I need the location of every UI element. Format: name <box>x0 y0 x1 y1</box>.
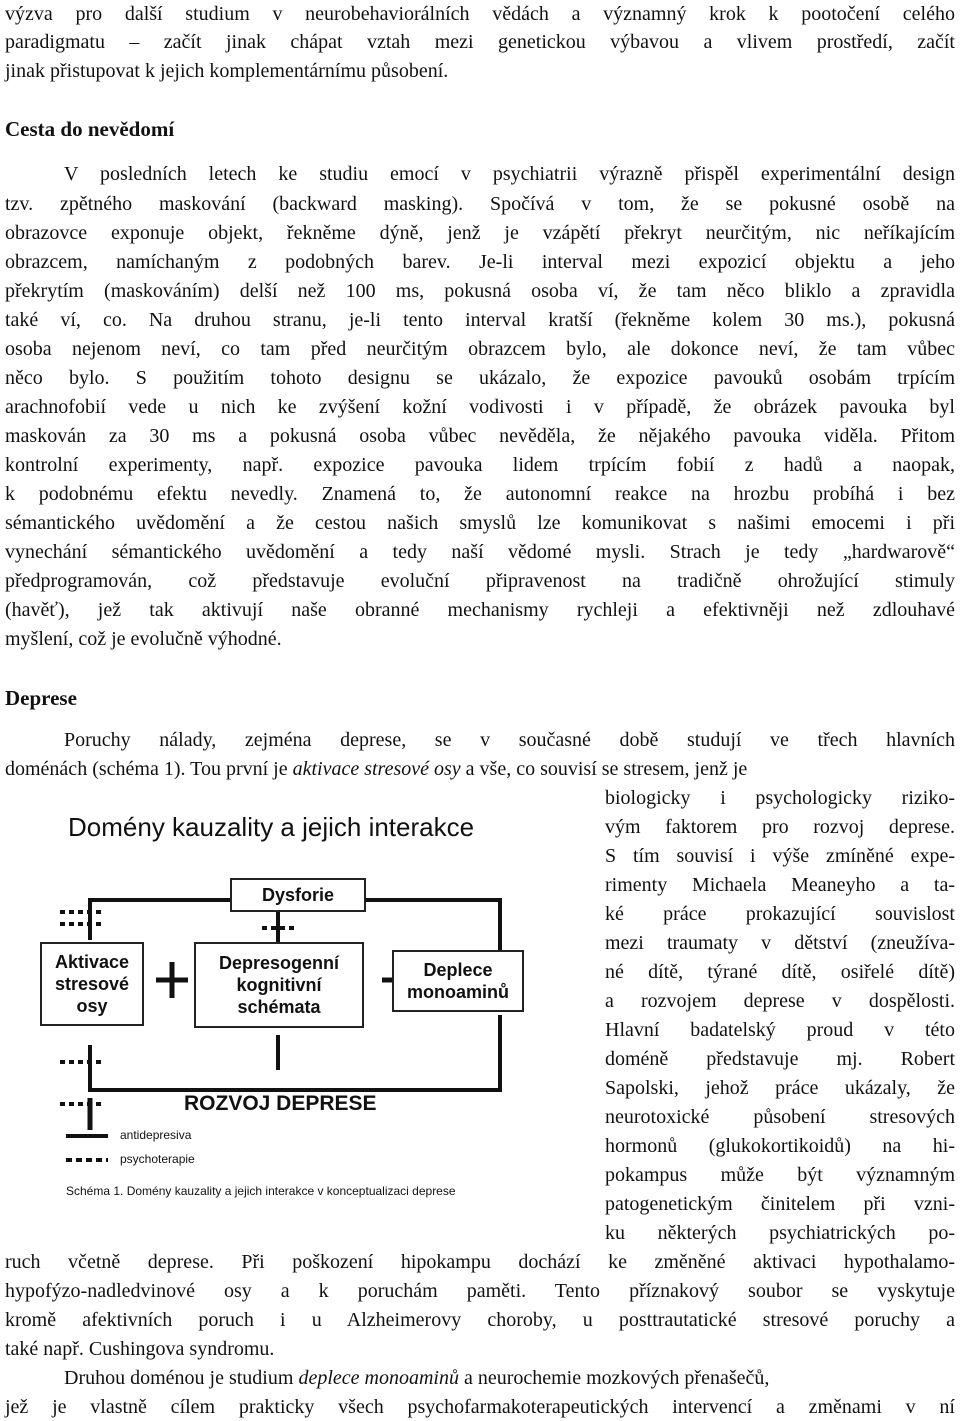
text-line: něco bylo. S použitím tohoto designu se ukázalo, že expozice pavouků osobám trpícím <box>5 367 955 389</box>
box-line: osy <box>76 996 108 1016</box>
text-line: mezi traumaty v dětství (zneužíva- <box>605 932 955 954</box>
text-run: doménách (schéma 1). Tou první je <box>5 758 293 780</box>
section-heading: Deprese <box>5 686 77 710</box>
text-line: výzva pro další studium v neurobehaviorálních vědách a významný krok k pootočení celého <box>5 3 955 25</box>
text-line: Poruchy nálady, zejména deprese, se v současné době studují ve třech hlavních <box>64 729 955 751</box>
causality-diagram <box>30 800 590 1220</box>
text-line: jež je vlastně cílem prakticky všech psychofarmakoterapeutických intervencí a změnami v ní <box>5 1396 955 1418</box>
text-line: kontrolní experimenty, např. expozice pavouka lidem trpícím fobií z hadů a naopak, <box>5 454 955 476</box>
text-line: vým faktorem pro rozvoj deprese. <box>605 816 955 838</box>
rozvoj-deprese-label: ROZVOJ DEPRESE <box>184 1092 377 1115</box>
box-line: monoaminů <box>407 982 509 1002</box>
text-line: kromě afektivních poruch i u Alzheimerovy choroby, u posttrautatické stresové poruchy a <box>5 1309 955 1331</box>
emphasis-text: deplece monoaminů <box>298 1367 459 1389</box>
text-line: jinak přistupovat k jejich komplementárnímu působení. <box>5 60 449 82</box>
box-line: kognitivní <box>236 975 322 995</box>
box-line: Deplece <box>423 960 493 980</box>
diagram-title: Domény kauzality a jejich interakce <box>68 812 475 842</box>
text-line: (havěť), jež tak aktivují naše obranné mechanismy rychleji a efektivněji než zdlouhavé <box>5 599 955 621</box>
text-line: doméně představuje mj. Robert <box>605 1048 955 1070</box>
text-line: a rozvojem deprese v dospělosti. <box>605 990 955 1012</box>
text-line: S tím souvisí i výše zmíněné expe- <box>605 845 955 867</box>
text-line: hormonů (glukokortikoidů) na hi- <box>605 1135 955 1157</box>
box-line: Depresogenní <box>218 953 340 973</box>
text-line: patogenetickým činitelem při vzni- <box>605 1193 955 1215</box>
text-line: myšlení, což je evolučně výhodné. <box>5 628 282 650</box>
text-line: arachnofobií vede u nich ke zvýšení kožní vodivosti i v případě, že obrázek pavouka byl <box>5 396 955 418</box>
diagram-caption: Schéma 1. Domény kauzality a jejich interakce v konceptualizaci deprese <box>66 1184 456 1198</box>
text-line: hypofýzo-nadledvinové osy a k poruchám paměti. Tento příznakový soubor se vyskytuje <box>5 1280 955 1302</box>
box-aktivace-stresove-osy <box>40 942 144 1026</box>
text-line: také např. Cushingova syndromu. <box>5 1338 275 1360</box>
box-dysforie: Dysforie <box>230 878 366 912</box>
text-line: obrazovce exponuje objekt, řekněme dýně, jenž je vzápětí překryt neurčitým, nic neříkajícím <box>5 222 955 244</box>
legend-antidepresiva: antidepresiva <box>120 1128 192 1142</box>
box-deplece-monoaminu <box>392 950 524 1012</box>
text-line: biologicky i psychologicky riziko- <box>605 787 955 809</box>
text-line: překrytím (maskováním) delší než 100 ms, pokusná osoba ví, že tam něco bliklo a zpravidla <box>5 280 955 302</box>
text-line: vynechání sémantického uvědomění a tedy naší vědomé mysli. Strach je tedy „hardwarově“ <box>5 541 955 563</box>
text-line: paradigmatu – začít jinak chápat vztah mezi genetickou výbavou a vlivem prostředí, začít <box>5 31 955 53</box>
text-line: k podobnému efektu nevedly. Znamená to, že autonomní reakce na hrozbu probíhá i bez <box>5 483 955 505</box>
text-line: osoba nejenom neví, co tam před neurčitým obrazcem bylo, ale dokonce neví, že tam vůbec <box>5 338 955 360</box>
text-line <box>64 1364 769 1392</box>
box-line: schémata <box>237 997 321 1017</box>
text-run: Druhou doménou je studium <box>64 1367 299 1389</box>
text-line: ku některých psychiatrických po- <box>605 1222 955 1244</box>
text-line: Hlavní badatelský proud v této <box>605 1019 955 1041</box>
text-line: pokampus může být významným <box>605 1164 955 1186</box>
text-line: sémantického uvědomění a že cestou našich smyslů lze komunikovat s našimi emocemi i při <box>5 512 955 534</box>
text-line <box>5 755 747 783</box>
text-line: neurotoxické působení stresových <box>605 1106 955 1128</box>
text-line: ké práce prokazující souvislost <box>605 903 955 925</box>
box-line: Aktivace <box>54 952 130 972</box>
section-heading: Cesta do nevědomí <box>5 117 175 141</box>
text-line: tzv. zpětného maskování (backward masking). Spočívá v tom, že se pokusné osobě na <box>5 193 955 215</box>
text-line: obrazcem, namíchaným z podobných barev. Je-li interval mezi expozicí objektu a jeho <box>5 251 955 273</box>
text-line: ruch včetně deprese. Při poškození hipokampu dochází ke změněné aktivaci hypothalamo- <box>5 1251 955 1273</box>
text-line: předprogramován, což představuje evoluční připravenost na tradičně ohrožující stimuly <box>5 570 955 592</box>
text-line: rimenty Michaela Meaneyho a ta- <box>605 874 955 896</box>
box-line: stresové <box>54 974 130 994</box>
text-run: a neurochemie mozkových přenašečů, <box>458 1367 770 1389</box>
box-depresogenni-schemata <box>194 942 364 1028</box>
emphasis-text: aktivace stresové osy <box>292 758 461 780</box>
legend-psychoterapie: psychoterapie <box>120 1152 195 1166</box>
text-line: také ví, co. Na druhou stranu, je-li tento interval kratší (řekněme kolem 30 ms.), pokusná <box>5 309 955 331</box>
text-line: Sapolski, jehož práce ukázaly, že <box>605 1077 955 1099</box>
text-line: maskován za 30 ms a pokusná osoba vůbec nevěděla, že nějakého pavouka viděla. Přitom <box>5 425 955 447</box>
text-line: V posledních letech ke studiu emocí v psychiatrii výrazně přispěl experimentální design <box>64 163 955 185</box>
text-run: a vše, co souvisí se stresem, jenž je <box>460 758 748 780</box>
text-line: né dítě, týrané dítě, osiřelé dítě) <box>605 961 955 983</box>
